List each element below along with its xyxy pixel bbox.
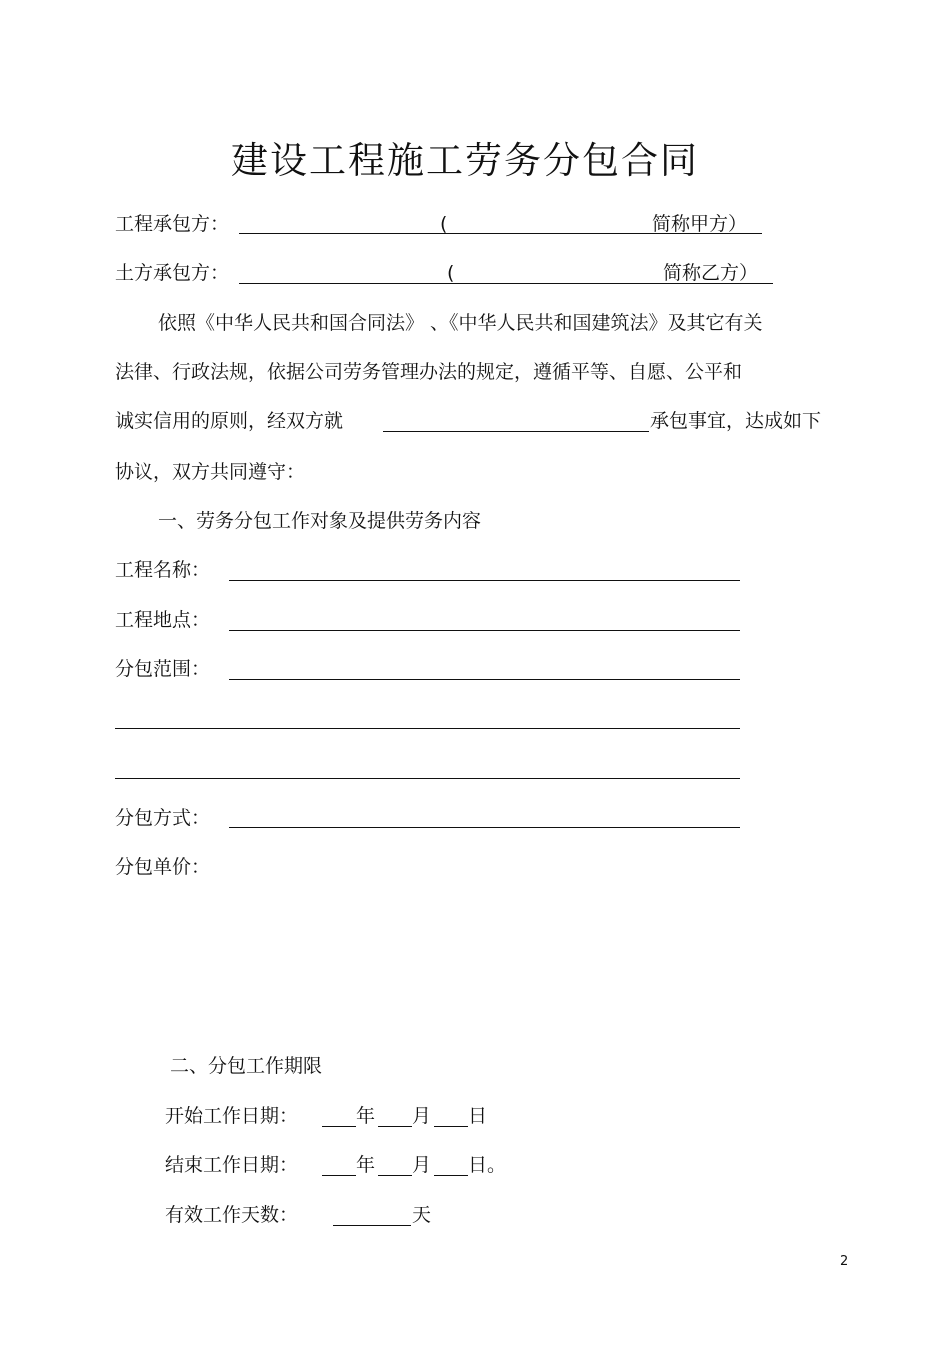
party-a-paren: ( [440,213,448,235]
scope-line-1 [229,679,740,680]
end-year-line [322,1175,356,1176]
party-a-abbr: 简称甲方） [652,213,748,235]
working-days-label: 有效工作天数： [165,1204,299,1226]
method-label: 分包方式： [115,807,211,829]
project-location-label: 工程地点： [115,609,211,631]
start-day-line [434,1126,468,1127]
start-year-line [322,1126,356,1127]
project-name-line [229,580,740,581]
method-line [229,827,740,828]
end-day-unit: 日。 [468,1154,507,1176]
scope-label: 分包范围： [115,658,211,680]
start-month-line [378,1126,412,1127]
page-number: 2 [840,1254,849,1269]
party-b-label: 土方承包方： [115,262,230,284]
end-year-unit: 年 [356,1154,376,1176]
end-month-unit: 月 [412,1154,432,1176]
start-month-unit: 月 [412,1105,432,1127]
party-b-abbr: 简称乙方） [663,262,759,284]
project-location-line [229,630,740,631]
end-day-line [434,1175,468,1176]
start-date-label: 开始工作日期： [165,1105,299,1127]
working-days-line [333,1225,411,1226]
scope-line-2 [115,728,740,729]
intro-line-4: 协议，双方共同遵守： [115,461,306,483]
intro-line-3-start: 诚实信用的原则，经双方就 [115,410,344,432]
end-date-label: 结束工作日期： [165,1154,299,1176]
project-name-label: 工程名称： [115,559,211,581]
start-year-unit: 年 [356,1105,376,1127]
section-1-heading: 一、劳务分包工作对象及提供劳务内容 [158,510,482,532]
start-day-unit: 日 [468,1105,488,1127]
intro-line-1: 依照《中华人民共和国合同法》 、《中华人民共和国建筑法》及其它有关 [158,312,763,334]
end-month-line [378,1175,412,1176]
subject-fill-line [383,431,649,432]
party-a-label: 工程承包方： [115,213,230,235]
intro-line-2: 法律、行政法规，依据公司劳务管理办法的规定，遵循平等、自愿、公平和 [115,361,743,383]
unit-price-label: 分包单价： [115,856,211,878]
intro-line-3-end: 承包事宜，达成如下 [650,410,822,432]
contract-title: 建设工程施工劳务分包合同 [231,139,699,182]
section-2-heading: 二、分包工作期限 [170,1055,323,1077]
party-b-paren: ( [447,262,455,284]
scope-line-3 [115,778,740,779]
working-days-unit: 天 [412,1204,432,1226]
